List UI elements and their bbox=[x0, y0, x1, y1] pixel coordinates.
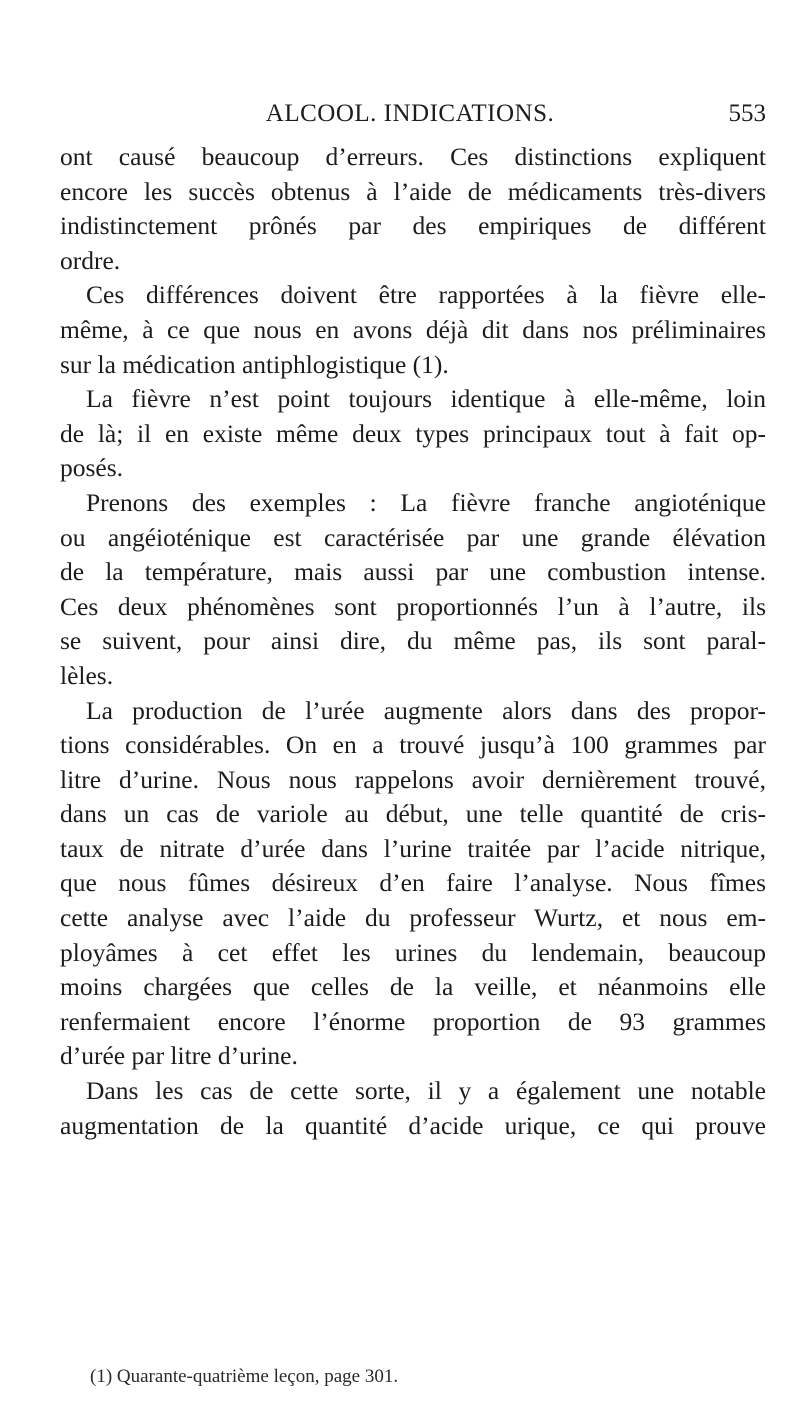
text-line: La production de l’urée augmente alors dans des propor- bbox=[86, 695, 766, 725]
text-line: même, à ce que nous en avons déjà dit dans nos préliminaires bbox=[60, 314, 766, 344]
text-line: Ces deux phénomènes sont proportionnés l’un à l’autre, ils bbox=[60, 591, 766, 621]
body-text bbox=[60, 140, 766, 1143]
text-line: lèles. bbox=[60, 660, 114, 690]
text-line: posés. bbox=[60, 453, 124, 483]
text-line: moins chargées que celles de la veille, et néanmoins elle bbox=[60, 972, 766, 1002]
text-line: ordre. bbox=[60, 245, 121, 275]
text-line: d’urée par litre d’urine. bbox=[60, 1041, 298, 1071]
footnote: (1) Quarante-quatrième leçon, page 301. bbox=[90, 1366, 399, 1387]
text-line: augmentation de la quantité d’acide urique, ce qui prouve bbox=[60, 1110, 766, 1140]
text-line: sur la médication antiphlogistique (1). bbox=[60, 349, 449, 379]
text-line: Dans les cas de cette sorte, il y a également une notable bbox=[86, 1076, 766, 1106]
text-line: Prenons des exemples : La fièvre franche angioténique bbox=[86, 487, 766, 517]
text-line: taux de nitrate d’urée dans l’urine traitée par l’acide nitrique, bbox=[60, 833, 766, 863]
text-line: renfermaient encore l’énorme proportion de 93 grammes bbox=[60, 1006, 766, 1036]
running-header bbox=[60, 100, 766, 136]
text-line: La fièvre n’est point toujours identique à elle-même, loin bbox=[86, 384, 766, 414]
text-line: cette analyse avec l’aide du professeur Wurtz, et nous em- bbox=[60, 903, 766, 933]
text-line: indistinctement prônés par des empiriques de différent bbox=[60, 211, 766, 241]
text-line: de là; il en existe même deux types principaux tout à fait op- bbox=[60, 418, 766, 448]
text-line: de la température, mais aussi par une combustion intense. bbox=[60, 557, 766, 587]
text-line: ou angéioténique est caractérisée par une grande élévation bbox=[60, 522, 766, 552]
text-line: encore les succès obtenus à l’aide de médicaments très-divers bbox=[60, 176, 766, 206]
text-line: Ces différences doivent être rapportées à la fièvre elle- bbox=[86, 280, 766, 310]
text-line: tions considérables. On en a trouvé jusqu’à 100 grammes par bbox=[60, 730, 766, 760]
text-line: dans un cas de variole au début, une telle quantité de cris- bbox=[60, 799, 766, 829]
text-line: litre d’urine. Nous nous rappelons avoir dernièrement trouvé, bbox=[60, 764, 766, 794]
text-line: ont causé beaucoup d’erreurs. Ces distinctions expliquent bbox=[60, 142, 766, 171]
text-line: ployâmes à cet effet les urines du lendemain, beaucoup bbox=[60, 937, 766, 967]
running-title: ALCOOL. INDICATIONS. bbox=[265, 100, 555, 127]
text-line: se suivent, pour ainsi dire, du même pas, ils sont paral- bbox=[60, 626, 766, 656]
page-number: 553 bbox=[728, 100, 766, 127]
text-line: que nous fûmes désireux d’en faire l’analyse. Nous fîmes bbox=[60, 868, 766, 898]
